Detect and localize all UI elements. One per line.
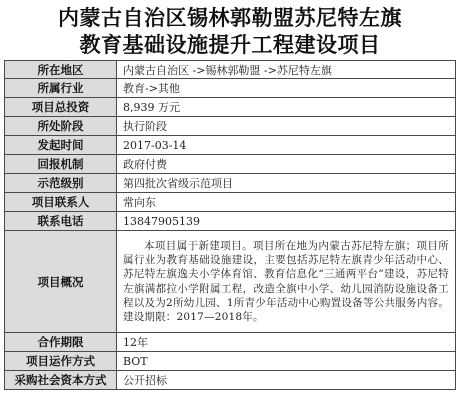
row-cooperation-period: [5, 333, 456, 352]
value-contact-phone: 13847905139: [117, 212, 456, 231]
value-launch-date: 2017-03-14: [117, 136, 456, 155]
row-contact-phone: [5, 212, 456, 231]
value-demo-level: 第四批次省级示范项目: [117, 174, 456, 193]
value-industry: 教育->其他: [117, 79, 456, 98]
label-demo-level: 示范级别: [5, 174, 117, 193]
value-contact-person: 常向东: [117, 193, 456, 212]
label-procurement-method: 采购社会资本方式: [5, 371, 117, 390]
label-contact-phone: 联系电话: [5, 212, 117, 231]
row-operation-mode: [5, 352, 456, 371]
value-region: 内蒙古自治区 ->锡林郭勒盟 ->苏尼特左旗: [117, 61, 456, 79]
row-total-investment: [5, 98, 456, 117]
title-line-1: 内蒙古自治区锡林郭勒盟苏尼特左旗: [58, 6, 402, 30]
label-return-mechanism: 回报机制: [5, 155, 117, 174]
label-contact-person: 项目联系人: [5, 193, 117, 212]
value-cooperation-period: 12年: [117, 333, 456, 352]
value-procurement-method: 公开招标: [117, 371, 456, 390]
title-block: [4, 4, 456, 60]
project-info-table: [4, 60, 456, 390]
row-demo-level: [5, 174, 456, 193]
label-launch-date: 发起时间: [5, 136, 117, 155]
label-cooperation-period: 合作期限: [5, 333, 117, 352]
row-launch-date: [5, 136, 456, 155]
title-line-2: 教育基础设施提升工程建设项目: [79, 33, 381, 57]
row-procurement-method: [5, 371, 456, 390]
label-operation-mode: 项目运作方式: [5, 352, 117, 371]
label-overview: 项目概况: [5, 231, 117, 333]
value-total-investment: 8,939 万元: [117, 98, 456, 117]
value-return-mechanism: 政府付费: [117, 155, 456, 174]
value-operation-mode: BOT: [117, 352, 456, 371]
row-region: [5, 61, 456, 79]
row-return-mechanism: [5, 155, 456, 174]
label-region: 所在地区: [5, 61, 117, 79]
label-industry: 所属行业: [5, 79, 117, 98]
row-contact-person: [5, 193, 456, 212]
row-industry: [5, 79, 456, 98]
value-stage: 执行阶段: [117, 117, 456, 136]
row-stage: [5, 117, 456, 136]
row-overview: [5, 231, 456, 333]
label-stage: 所处阶段: [5, 117, 117, 136]
value-overview: 本项目属于新建项目。项目所在地为内蒙古苏尼特左旗；项目所属行业为教育基础设施建设，主要包括苏尼特左旗青少年活动中心、苏尼特左旗逸夫小学体育馆、教育信息化“三通两平台”建设，苏尼特左旗满都拉小学附属工程，改造全旗中小学、幼儿园消防设施设备工程以及为2所幼儿园、1所青少年活动中心购置设备等公共服务内容。建设期限：2017—2018年。: [117, 231, 456, 333]
label-total-investment: 项目总投资: [5, 98, 117, 117]
